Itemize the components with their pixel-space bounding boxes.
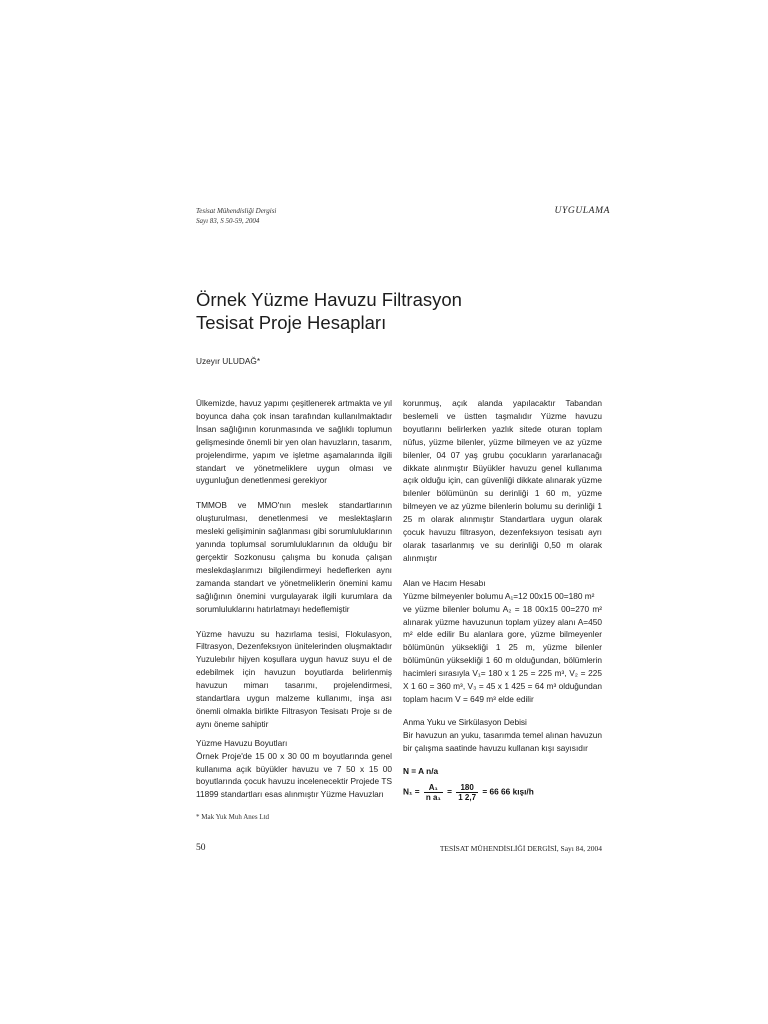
article-title-line1: Örnek Yüzme Havuzu Filtrasyon xyxy=(196,289,462,310)
paragraph-dimensions: Örnek Proje'de 15 00 x 30 00 m boyutlarında genel kullanıma açık büyükler havuzu ve 7 50 x 15 00 boyutlarında çocuk havuzu incelenecektir Projede TS 11899 standartları esas alınmıştır Yüzme Havuzları xyxy=(196,750,392,800)
author-footnote: * Mak Yuk Muh Anes Ltd xyxy=(196,813,270,821)
formula-equals: = xyxy=(447,787,452,798)
formula-fraction-1 xyxy=(424,783,443,802)
paragraph-area-volume: ve yüzme bilenler bolumu A₂ = 18 00x15 00=270 m² alınarak yüzme havuzunun toplam yüzey alanı A=450 m² elde edilir Bu alanlara gore, yüzme bilmeyenler bölümünün yüksekliği 1 25 m, yüzme bilenler bölümünün yüksekliği 1 60 m olduğundan, bölümlerin hacimleri sırasıyla V₁= 180 x 1 25 = 225 m³, V₂ = 225 X 1 60 = 360 m³, V₃ = 45 x 1 425 = 64 m³ olduğundan toplam hacım V = 649 m³ elde edilir xyxy=(403,603,602,704)
subhead-area-volume: Alan ve Hacım Hesabı xyxy=(403,577,486,588)
left-column xyxy=(196,397,392,801)
journal-info xyxy=(196,206,276,226)
formula-fraction-2-numerator: 180 xyxy=(456,783,478,793)
journal-name: Tesisat Mühendisliği Dergisi xyxy=(196,207,277,215)
formula-result: = 66 66 kışı/h xyxy=(482,787,534,798)
author: Uzeyır ULUDAĞ* xyxy=(196,356,261,366)
formula-n1 xyxy=(403,783,602,802)
section-tag: UYGULAMA xyxy=(554,206,610,216)
page-number: 50 xyxy=(196,843,206,853)
paragraph-tmmob: TMMOB ve MMO'nın meslek standartlarının oluşturulması, denetlenmesi ve meslektaşların mesleki gelişiminin sağlanması gibi sorumluluklarının yanında toplumsal sorumluluklarının da olduğu bir gerçektir Sozkonusu çalışma bu konuda çalışan meslekdaşlarımızı bilgilendirmeyi hedeflerken aynı zamanda standart ve yönetmeliklerin önemini kamu sağlığının önemini vurgulayarak ilgili kurumlara da sorumluluklarını hatırlatmayı hedeflemiştir xyxy=(196,500,392,614)
article-title-line2: Tesisat Proje Hesapları xyxy=(196,312,387,333)
journal-issue: Sayı 83, S 50-59, 2004 xyxy=(196,217,260,225)
formula-fraction-1-numerator: A₁ xyxy=(424,783,443,793)
formula-fraction-2-denominator: 1 2,7 xyxy=(458,793,477,803)
paragraph-facility: Yüzme havuzu su hazırlama tesisi, Flokulasyon, Filtrasyon, Dezenfeksıyon ünitelerinden oluşmaktadır Yuzulebılır hijyen koşullara uygun havuz suyu el de edebilmek için havuzun boyutlarda belirlenmiş havuzun mimarı tasarımı, projelendirmesi, standartlara uygun malzeme kullanımı, inşa ası önemli olmakla birlikte Filtrasyon Tesisatı Proje sı de aynı öneme sahiptir xyxy=(196,628,392,729)
paragraph-continued: korunmuş, açık alanda yapılacaktır Tabandan beslemeli ve üstten taşmalıdır Yüzme havuzu boyutlarını belirlerken yazlık sitede oturan toplam nüfus, yüzme bilenler, yüzme bilmeyen ve az yüzme bilenler, 04 07 yaş grubu çocukların yararlanacağı dikkate alınmıştır Büyükler havuzu genel kullanıma açık olduğu için, can güvenliği dikkate alınarak yüzme bılenler bölümünün su derinliği 1 60 m, yüzme bilmeyen ve az yüzme bilenlerin bolumu su derinliği 1 25 m olarak alınmıştır Standartlara uygun olarak çocuk havuzu filtrasyon, dezenfeksıyon tesisatı ayrı olarak tasarlanmış ve su derinliği 0,50 m olarak alınmıştır xyxy=(403,398,602,563)
subhead-pool-dimensions: Yüzme Havuzu Boyutları xyxy=(196,737,288,748)
paragraph-load: Bir havuzun an yuku, tasarımda temel alınan havuzun bir çalışma saatinde havuzu kullanan kışı sayısıdır xyxy=(403,729,602,753)
formula-fraction-1-denominator: n a₁ xyxy=(425,793,441,803)
paragraph-area-line1: Yüzme bilmeyenler bolumu A₁=12 00x15 00=180 m² xyxy=(403,590,595,601)
article-title xyxy=(196,288,462,334)
formula-fraction-2 xyxy=(456,783,478,802)
formula-load: N = A n/a xyxy=(403,765,439,776)
subhead-load-circulation: Anma Yuku ve Sirkülasyon Debisi xyxy=(403,716,527,727)
formula-n1-lhs: N₁ = xyxy=(403,787,420,798)
right-column xyxy=(403,397,602,802)
paragraph-intro: Ülkemizde, havuz yapımı çeşitlenerek artmakta ve yıl boyunca daha çok insan tarafından kullanılmaktadır İnsan sağlığının korunmasında ve sağlıklı toplumun gelişmesinde önemli bir yen olan havuzların, tasarım, projelendirme, yapım ve işletme aşamalarında ilgili standart ve yönetmeliklere uygun olması ve uygunluğun denetlenmesi gerekiyor xyxy=(196,398,392,486)
footer-journal: TESİSAT MÜHENDİSLİĞİ DERGİSİ, Sayı 84, 2004 xyxy=(439,844,602,853)
